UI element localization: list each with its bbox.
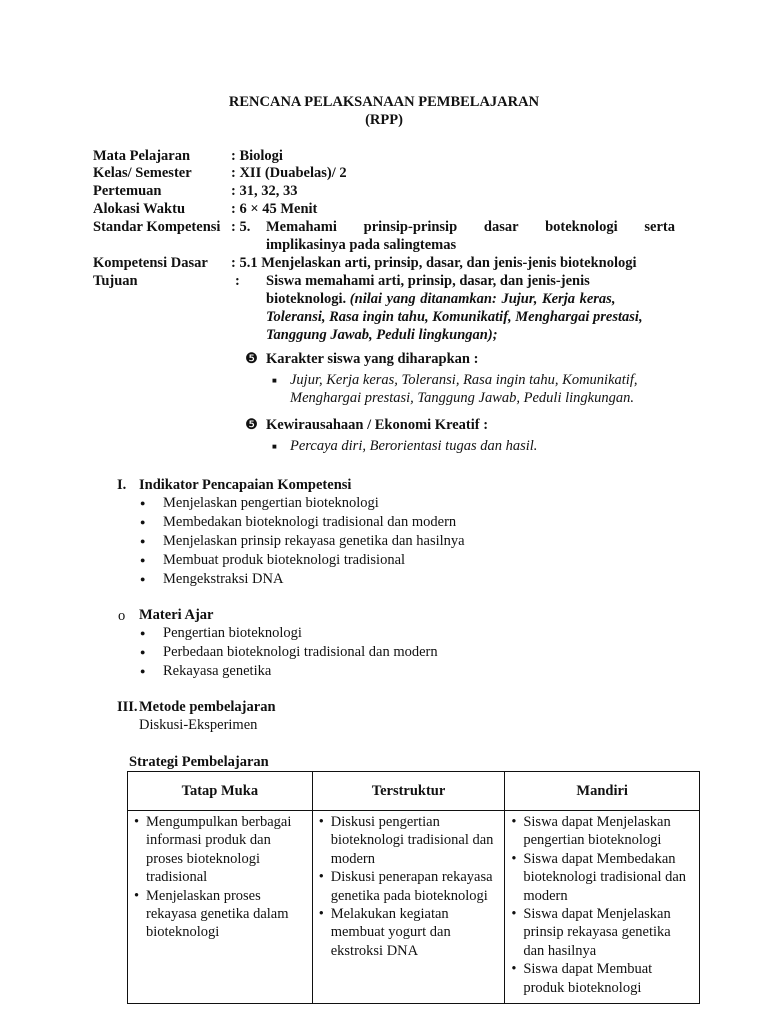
list-item: ● Perbedaan bioteknologi tradisional dan modern xyxy=(138,643,438,662)
section1-list xyxy=(138,494,465,589)
karakter-line1: Jujur, Kerja keras, Toleransi, Rasa ingin tahu, Komunikatif, xyxy=(290,372,638,388)
document-subtitle: (RPP) xyxy=(365,112,403,128)
info-value: : 31, 32, 33 xyxy=(231,183,298,199)
list-item: ● Rekayasa genetika xyxy=(138,662,438,681)
section2-heading: Materi Ajar xyxy=(139,607,214,623)
square-bullet-icon: ■ xyxy=(272,442,277,451)
kewirausahaan-heading: Kewirausahaan / Ekonomi Kreatif : xyxy=(266,417,489,433)
list-item: ● Menjelaskan pengertian bioteknologi xyxy=(138,494,465,513)
cell-terstruktur xyxy=(312,811,505,1004)
standar-line2: implikasinya pada salingtemas xyxy=(266,237,457,253)
cell-tatap-muka xyxy=(128,811,313,1004)
section3-heading: Metode pembelajaran xyxy=(139,699,276,715)
list-item: • Diskusi pengertian bioteknologi tradisional dan modern xyxy=(317,813,501,868)
document-title: RENCANA PELAKSANAAN PEMBELAJARAN xyxy=(228,94,540,110)
info-label: Mata Pelajaran xyxy=(93,148,191,164)
square-bullet-icon: ■ xyxy=(272,376,277,385)
karakter-marker-icon: ❺ xyxy=(245,351,258,367)
strategi-heading: Strategi Pembelajaran xyxy=(129,754,269,770)
section1-number: I. xyxy=(117,477,127,493)
tujuan-line1: Siswa memahami arti, prinsip, dasar, dan jenis-jenis xyxy=(266,273,590,289)
cell-mandiri xyxy=(505,811,700,1004)
list-item: • Siswa dapat Menjelaskan prinsip rekayasa genetika dan hasilnya xyxy=(509,905,695,960)
kewirausahaan-line1: Percaya diri, Berorientasi tugas dan hasil. xyxy=(290,438,538,454)
list-item: ● Mengekstraksi DNA xyxy=(138,570,465,589)
info-row-alokasi-waktu xyxy=(93,200,675,218)
column-header-terstruktur: Terstruktur xyxy=(312,772,505,811)
table-row xyxy=(128,811,700,1004)
list-item: • Diskusi penerapan rekayasa genetika pada bioteknologi xyxy=(317,868,501,905)
section3-text: Diskusi-Eksperimen xyxy=(139,717,258,733)
tujuan-line2-italic: (nilai yang ditanamkan: Jujur, Kerja keras, xyxy=(349,291,616,307)
section2-number: o xyxy=(118,608,126,624)
info-row-kelas-semester xyxy=(93,164,675,182)
kewirausahaan-marker-icon: ❺ xyxy=(245,417,258,433)
tujuan-line3: Toleransi, Rasa ingin tahu, Komunikatif, Menghargai prestasi, xyxy=(266,309,643,325)
info-label: Tujuan xyxy=(93,273,138,289)
info-label: Standar Kompetensi xyxy=(93,219,221,235)
list-item: • Siswa dapat Membuat produk bioteknologi xyxy=(509,960,695,997)
info-row-mata-pelajaran xyxy=(93,147,675,165)
info-value: : XII (Duabelas)/ 2 xyxy=(231,165,347,181)
list-item: • Mengumpulkan berbagai informasi produk dan proses bioteknologi tradisional xyxy=(132,813,308,887)
strategi-table xyxy=(127,771,700,1004)
list-item: • Siswa dapat Menjelaskan pengertian bioteknologi xyxy=(509,813,695,850)
column-header-mandiri: Mandiri xyxy=(505,772,700,811)
section1-heading: Indikator Pencapaian Kompetensi xyxy=(139,477,352,493)
list-item: • Menjelaskan proses rekayasa genetika dalam bioteknologi xyxy=(132,887,308,942)
karakter-heading: Karakter siswa yang diharapkan : xyxy=(266,351,479,367)
info-value: : 5.1 Menjelaskan arti, prinsip, dasar, dan jenis-jenis bioteknologi xyxy=(231,255,637,271)
standar-number: : 5. xyxy=(231,219,251,235)
table-header-row xyxy=(128,772,700,811)
list-item: ● Membedakan bioteknologi tradisional dan modern xyxy=(138,513,465,532)
info-label: Pertemuan xyxy=(93,183,162,199)
list-item: ● Pengertian bioteknologi xyxy=(138,624,438,643)
info-row-pertemuan xyxy=(93,182,675,200)
list-item: ● Membuat produk bioteknologi tradisional xyxy=(138,551,465,570)
standar-line1: Memahami prinsip-prinsip dasar boteknologi serta xyxy=(266,219,675,235)
info-label: Kompetensi Dasar xyxy=(93,255,208,271)
tujuan-colon: : xyxy=(235,273,240,289)
column-header-tatap-muka: Tatap Muka xyxy=(128,772,313,811)
karakter-line2: Menghargai prestasi, Tanggung Jawab, Peduli lingkungan. xyxy=(290,390,634,406)
info-label: Kelas/ Semester xyxy=(93,165,192,181)
section3-number: III. xyxy=(117,699,138,715)
list-item: • Melakukan kegiatan membuat yogurt dan ekstroksi DNA xyxy=(317,905,501,960)
tujuan-line2 xyxy=(266,290,675,308)
tujuan-line4: Tanggung Jawab, Peduli lingkungan); xyxy=(266,327,498,343)
list-item: • Siswa dapat Membedakan bioteknologi tradisional dan modern xyxy=(509,850,695,905)
list-item: ● Menjelaskan prinsip rekayasa genetika dan hasilnya xyxy=(138,532,465,551)
info-value: : 6 × 45 Menit xyxy=(231,201,318,217)
section2-list xyxy=(138,624,438,681)
info-value: : Biologi xyxy=(231,148,283,164)
tujuan-line2-bold: bioteknologi. xyxy=(266,291,347,307)
info-label: Alokasi Waktu xyxy=(93,201,186,217)
info-row-kompetensi-dasar xyxy=(93,254,675,272)
